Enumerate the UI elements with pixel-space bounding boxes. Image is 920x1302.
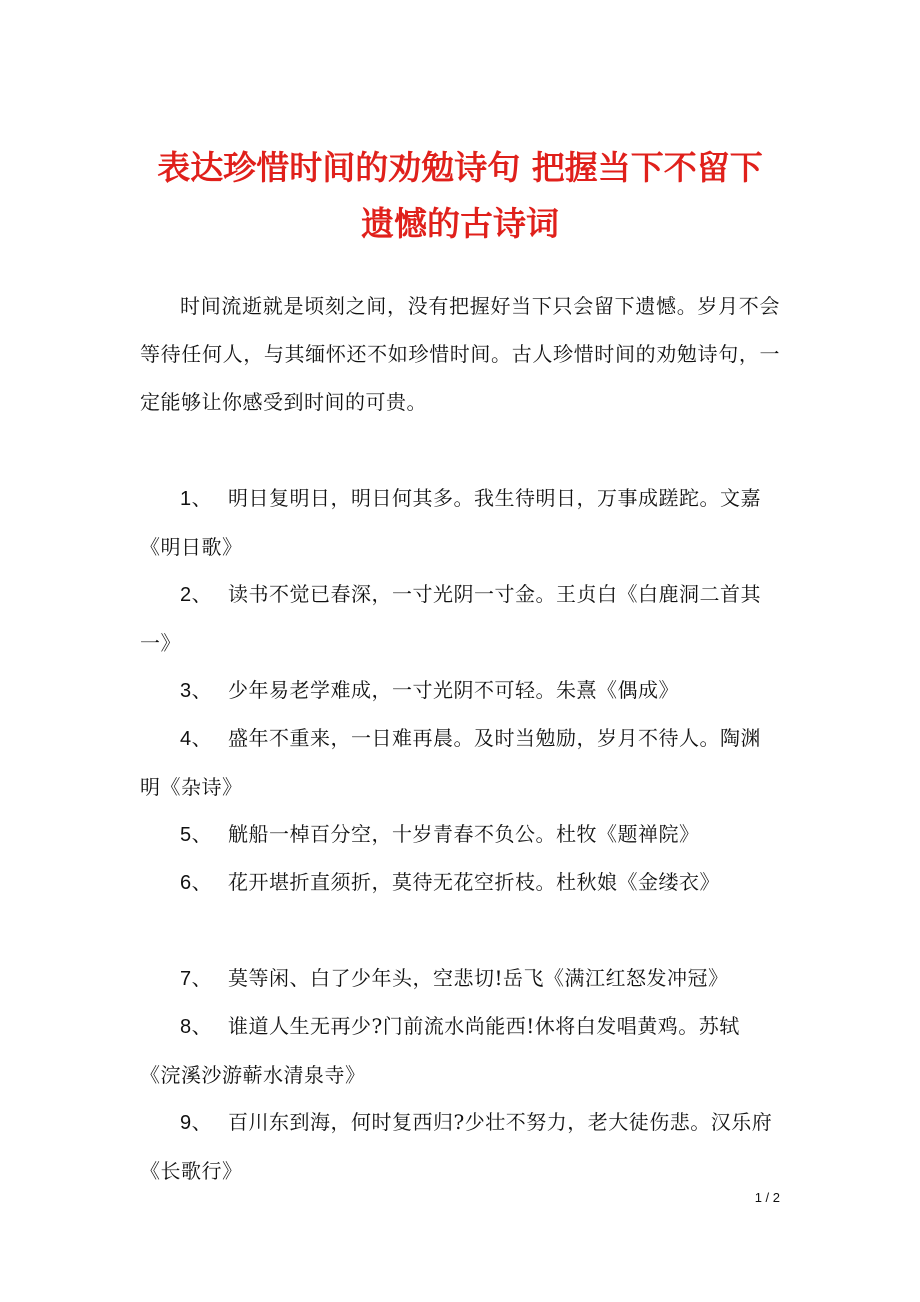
list-item-text: 读书不觉已春深，一寸光阴一寸金。王贞白《白鹿洞二首其一》 xyxy=(140,582,761,655)
list-item-number: 2、 xyxy=(180,584,213,606)
list-item-text: 觥船一棹百分空，十岁青春不负公。杜牧《题禅院》 xyxy=(228,822,700,846)
list-item xyxy=(140,810,780,859)
page-title-line2: 遗憾的古诗词 xyxy=(361,204,559,243)
list-item-text: 莫等闲、白了少年头，空悲切!岳飞《满江红怒发冲冠》 xyxy=(228,966,729,990)
list-item-text: 明日复明日，明日何其多。我生待明日，万事成蹉跎。文嘉《明日歌》 xyxy=(140,486,761,559)
list-item-text: 少年易老学难成，一寸光阴不可轻。朱熹《偶成》 xyxy=(228,678,679,702)
list-item-text: 谁道人生无再少?门前流水尚能西!休将白发唱黄鸡。苏轼《浣溪沙游蕲水清泉寺》 xyxy=(140,1014,740,1087)
list-item xyxy=(140,666,780,715)
list-item-number: 9、 xyxy=(180,1112,213,1134)
list-item xyxy=(140,1002,780,1099)
list-item-number: 5、 xyxy=(180,824,213,846)
list-item-text: 百川东到海，何时复西归?少壮不努力，老大徒伤悲。汉乐府《长歌行》 xyxy=(140,1110,773,1183)
list-item xyxy=(140,474,780,571)
list-item-number: 6、 xyxy=(180,872,213,894)
list-item xyxy=(140,1098,780,1195)
list-item-number: 8、 xyxy=(180,1016,213,1038)
list-item-number: 1、 xyxy=(180,488,213,510)
list-item-number: 7、 xyxy=(180,968,213,990)
page-title-line1: 表达珍惜时间的劝勉诗句 把握当下不留下 xyxy=(157,148,763,187)
list-item-text: 花开堪折直须折，莫待无花空折枝。杜秋娘《金缕衣》 xyxy=(228,870,720,894)
list-item-number: 3、 xyxy=(180,680,213,702)
intro-paragraph: 时间流逝就是顷刻之间，没有把握好当下只会留下遗憾。岁月不会等待任何人，与其缅怀还不如珍惜时间。古人珍惜时间的劝勉诗句，一定能够让你感受到时间的可贵。 xyxy=(140,294,780,414)
list-item xyxy=(140,954,780,1003)
list-item-text: 盛年不重来，一日难再晨。及时当勉励，岁月不待人。陶渊明《杂诗》 xyxy=(140,726,761,799)
list-item xyxy=(140,570,780,667)
page-indicator: 1 / 2 xyxy=(754,1190,780,1205)
list-item xyxy=(140,858,780,907)
list-item xyxy=(140,714,780,811)
list-item-number: 4、 xyxy=(180,728,213,750)
